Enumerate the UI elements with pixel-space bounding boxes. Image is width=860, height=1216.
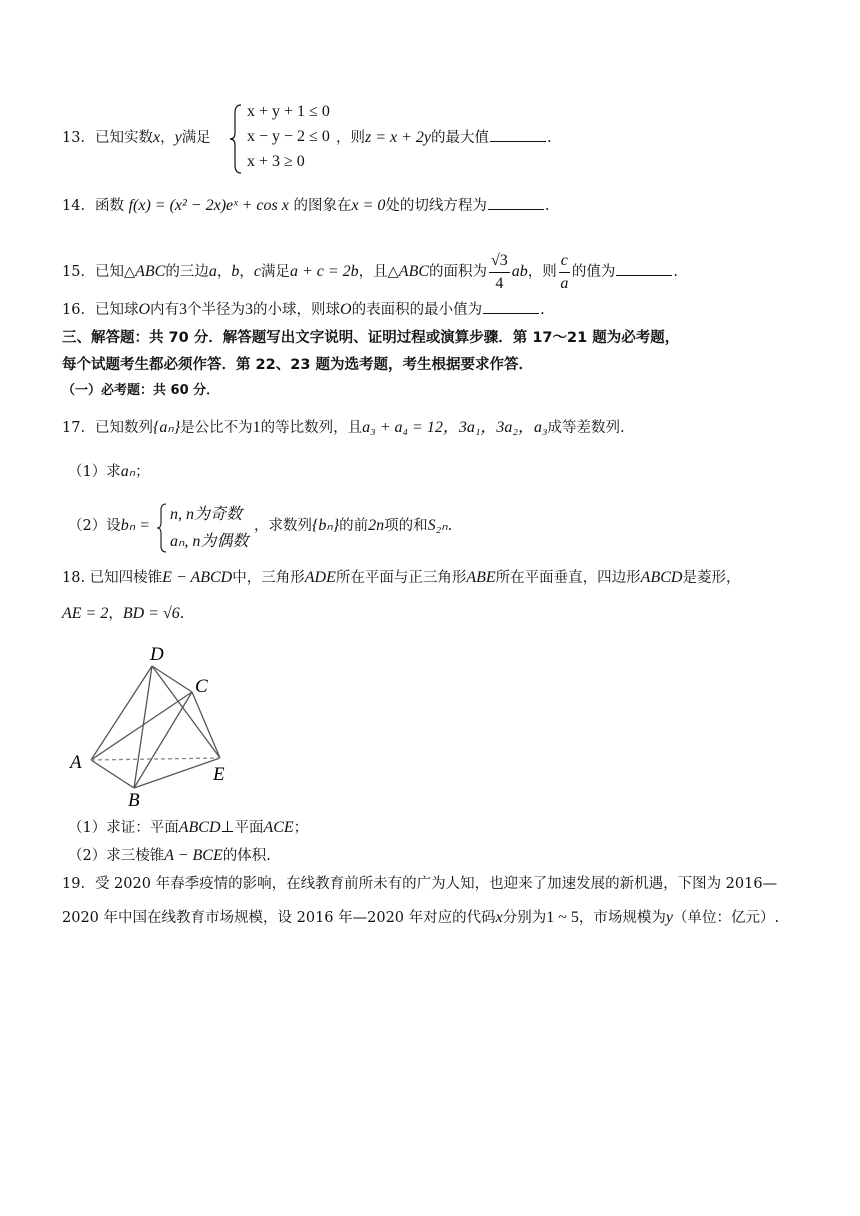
section-heading-line2: 每个试题考生都必须作答．第 22、23 题为选考题，考生根据要求作答．: [62, 357, 533, 373]
label-B: B: [128, 790, 140, 810]
answer-blank: [616, 263, 672, 276]
q15: 15．已知△ABC的三边a，b，c满足a + c = 2b，且△ABC的面积为 $\frac{√3}{4}$ ab，则 $\frac{c}{a}$ 的值为 .: [62, 248, 678, 296]
q17-part2-tail: ，求数列{bₙ}的前2n项的和S₂ₙ.: [254, 517, 453, 534]
edge-BE: [134, 758, 220, 788]
q18-part1: （1）求证：平面ABCD⊥平面ACE；: [68, 819, 309, 836]
left-brace-icon: [229, 103, 243, 175]
q18-given: AE = 2，BD = √6.: [62, 605, 185, 622]
pyramid-figure: [62, 640, 242, 810]
edge-DC: [152, 666, 192, 692]
edge-AD: [91, 666, 152, 760]
q18: 18. 已知四棱锥E − ABCD中，三角形ADE所在平面与正三角形ABE所在平面垂直，四边形ABCD是菱形，: [62, 569, 741, 586]
section-heading-line1: 三、解答题：共 70 分．解答题写出文字说明、证明过程或演算步骤．第 17～21 题为必考题，: [62, 330, 680, 346]
c-over-a-fraction: $\frac{c}{a}$: [560, 251, 569, 292]
constraint-2: x − y − 2 ≤ 0: [247, 128, 330, 145]
q17-part1: （1）求aₙ；: [68, 463, 150, 480]
label-D: D: [150, 644, 164, 665]
q19-line1: 19．受 2020 年春季疫情的影响，在线教育前所未有的广为人知，也迎来了加速发展的新机遇，下图为 2016—: [62, 876, 778, 892]
label-C: C: [195, 676, 208, 697]
q17: 17．已知数列{aₙ}是公比不为1的等比数列，且a₃ + a₄ = 12，3a₁，3a₂，a₃成等差数列.: [62, 419, 625, 436]
edge-DB: [134, 666, 152, 788]
answer-blank: [488, 197, 544, 210]
hidden-edge-AE: [91, 758, 220, 760]
q17-part2: （2）设bₙ =: [68, 517, 150, 534]
q18-part2: （2）求三棱锥A − BCE的体积.: [68, 847, 271, 864]
edge-AB: [91, 760, 134, 788]
answer-blank: [483, 301, 539, 314]
q13-tail: ，则z = x + 2y的最大值 .: [336, 129, 552, 146]
edge-AC: [91, 692, 192, 760]
q13: 13．已知实数x，y满足: [62, 129, 211, 146]
edge-BC: [134, 692, 192, 788]
q19-line2: 2020 年中国在线教育市场规模，设 2016 年—2020 年对应的代码x分别为1 ~ 5，市场规模为y（单位：亿元）.: [62, 909, 780, 926]
q16: 16．已知球O内有3个半径为3的小球，则球O的表面积的最小值为 .: [62, 301, 545, 318]
constraint-1: x + y + 1 ≤ 0: [247, 103, 330, 120]
answer-blank: [490, 129, 546, 142]
label-A: A: [70, 752, 82, 773]
label-E: E: [213, 764, 225, 785]
sqrt3-over-4-fraction: $\frac{√3}{4}$: [491, 251, 508, 292]
q14: 14．函数 f(x) = (x² − 2x)eˣ + cos x 的图象在x = 0处的切线方程为 .: [62, 197, 550, 214]
left-brace-icon: [156, 503, 168, 553]
section-sub-heading: （一）必考题：共 60 分．: [62, 383, 220, 398]
constraint-3: x + 3 ≥ 0: [247, 153, 305, 170]
